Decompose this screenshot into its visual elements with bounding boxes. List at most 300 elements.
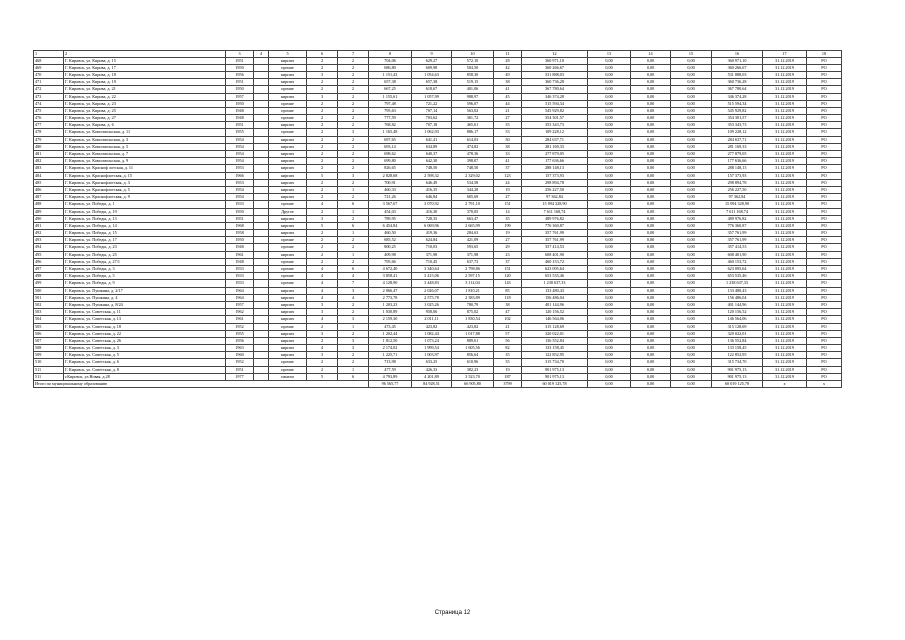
table-cell: 1 bbox=[34, 51, 64, 58]
table-row bbox=[34, 301, 842, 308]
table-cell: 156 486,04 bbox=[712, 294, 763, 301]
table-cell: 14 bbox=[631, 51, 671, 58]
table-cell: 473 bbox=[34, 93, 64, 100]
table-row bbox=[34, 172, 842, 179]
table-cell: РО bbox=[807, 57, 842, 64]
table-cell: 1 062,93 bbox=[412, 129, 452, 136]
table-cell: 0,00 bbox=[631, 86, 671, 93]
table-cell: 484 bbox=[34, 172, 64, 179]
table-cell: 1 bbox=[338, 186, 369, 193]
table-cell: 0,00 bbox=[631, 179, 671, 186]
table-cell: 511 bbox=[34, 373, 64, 380]
table-cell: 0,00 bbox=[588, 208, 631, 215]
table-cell: 19 bbox=[494, 186, 522, 193]
table-cell: 4 793,89 bbox=[369, 373, 412, 380]
table-cell: 1933 bbox=[226, 201, 254, 208]
table-cell: 23 bbox=[494, 251, 522, 258]
table-cell: Г. Кировск, ул. Краснофлотская, д. 5 bbox=[64, 186, 226, 193]
table-cell: 0,00 bbox=[631, 143, 671, 150]
table-cell: Г. Кировск, ул. Кирова, д. 22 bbox=[64, 93, 226, 100]
table-cell: 0,00 bbox=[631, 366, 671, 373]
table-cell: Г. Кировск, ул. Кирова, д. 18 bbox=[64, 71, 226, 78]
table-cell: 2 bbox=[338, 71, 369, 78]
table-cell: 37 bbox=[494, 165, 522, 172]
table-cell: 7 611 168,74 bbox=[522, 208, 588, 215]
table-cell: кирпич bbox=[269, 222, 307, 229]
table-cell: 2 bbox=[338, 57, 369, 64]
table-cell: 284 637,71 bbox=[712, 136, 763, 143]
table-cell: 1948 bbox=[226, 107, 254, 114]
table-cell: 901 975,13 bbox=[712, 373, 763, 380]
table-cell: 0,00 bbox=[631, 122, 671, 129]
table-cell: 1953 bbox=[226, 179, 254, 186]
table-cell: кирпич bbox=[269, 294, 307, 301]
table-cell: РО bbox=[807, 244, 842, 251]
table-cell: 360 736,28 bbox=[522, 79, 588, 86]
table-cell: 789,95 bbox=[369, 215, 412, 222]
table-cell: 685,52 bbox=[369, 237, 412, 244]
table-cell: кирпич bbox=[269, 309, 307, 316]
table-cell: 41 bbox=[494, 86, 522, 93]
table-row bbox=[34, 93, 842, 100]
table-cell: 14 bbox=[494, 208, 522, 215]
table-cell: 31.12.2019 bbox=[763, 316, 807, 323]
table-row bbox=[34, 201, 842, 208]
table-cell: Г. Кировск, ул. Советская, д. 18 bbox=[64, 323, 226, 330]
table-cell: 0,00 bbox=[671, 179, 712, 186]
table-cell: 2 bbox=[338, 194, 369, 201]
table-cell: 479 bbox=[34, 136, 64, 143]
table-cell: x bbox=[763, 381, 807, 388]
table-cell: 1 238 637,33 bbox=[522, 280, 588, 287]
table-cell: 156 486,04 bbox=[522, 294, 588, 301]
table-cell: 777,59 bbox=[369, 115, 412, 122]
table-row bbox=[34, 129, 842, 136]
table-cell: прочие bbox=[269, 273, 307, 280]
table-cell: 1954 bbox=[226, 186, 254, 193]
table-cell: прочие bbox=[269, 64, 307, 71]
table-cell: 642,30 bbox=[412, 158, 452, 165]
table-cell: 367 780,64 bbox=[522, 86, 588, 93]
table-cell: 0,00 bbox=[588, 115, 631, 122]
table-cell: 475 bbox=[34, 107, 64, 114]
table-cell: 1950 bbox=[226, 100, 254, 107]
table-cell: 31.12.2019 bbox=[763, 100, 807, 107]
table-cell: 4 bbox=[254, 51, 269, 58]
table-cell: 19 bbox=[494, 366, 522, 373]
table-cell: 710,03 bbox=[412, 244, 452, 251]
table-cell: 2 bbox=[338, 64, 369, 71]
table-cell: 0,00 bbox=[671, 165, 712, 172]
table-cell: 693,14 bbox=[369, 143, 412, 150]
table-cell: 0,00 bbox=[588, 381, 631, 388]
table-cell bbox=[254, 57, 269, 64]
table-cell: РО bbox=[807, 208, 842, 215]
table-cell: 31.12.2019 bbox=[763, 79, 807, 86]
table-row bbox=[34, 136, 842, 143]
table-cell: кирпич bbox=[269, 93, 307, 100]
table-cell: Г. Кировск, ул. Советская, д. 13 bbox=[64, 316, 226, 323]
table-cell: 298 894,78 bbox=[712, 179, 763, 186]
table-cell: прочие bbox=[269, 359, 307, 366]
table-cell: 0,00 bbox=[588, 64, 631, 71]
table-cell: 0,00 bbox=[631, 345, 671, 352]
table-cell: 0,00 bbox=[631, 323, 671, 330]
table-cell: 2 665,99 bbox=[452, 222, 494, 229]
table-cell: 281 169,33 bbox=[522, 143, 588, 150]
table-cell: 11 bbox=[494, 51, 522, 58]
table-cell: прочие bbox=[269, 237, 307, 244]
table-cell: РО bbox=[807, 151, 842, 158]
table-cell: 1 202,44 bbox=[369, 330, 412, 337]
table-cell: Г. Кировск, ул. Победы, д. 1 bbox=[64, 201, 226, 208]
table-cell: прочие bbox=[269, 244, 307, 251]
table-cell bbox=[254, 86, 269, 93]
table-cell: 3 858,41 bbox=[369, 273, 412, 280]
table-cell: 284,63 bbox=[452, 230, 494, 237]
table-cell: 1 151,43 bbox=[369, 71, 412, 78]
table-cell: 2 329,02 bbox=[452, 172, 494, 179]
table-cell: 3 bbox=[338, 172, 369, 179]
table-cell: 1966 bbox=[226, 172, 254, 179]
table-cell: 2 bbox=[338, 301, 369, 308]
table-cell: Г. Кировск, ул. Комсомольская, д. 7 bbox=[64, 151, 226, 158]
table-cell: 4 bbox=[307, 316, 338, 323]
table-cell: 0,00 bbox=[631, 201, 671, 208]
table-cell: 0,00 bbox=[631, 215, 671, 222]
table-cell: РО bbox=[807, 136, 842, 143]
table-cell: 10 bbox=[452, 51, 494, 58]
table-cell: 1952 bbox=[226, 359, 254, 366]
table-cell: 0,00 bbox=[588, 158, 631, 165]
table-cell: 721,26 bbox=[369, 194, 412, 201]
table-cell: 284 637,71 bbox=[522, 136, 588, 143]
table-cell bbox=[254, 100, 269, 107]
table-cell bbox=[254, 294, 269, 301]
table-cell: 1962 bbox=[226, 309, 254, 316]
table-cell: РО bbox=[807, 93, 842, 100]
table-cell: 5 bbox=[307, 222, 338, 229]
table-cell: РО bbox=[807, 330, 842, 337]
table-cell: 1948 bbox=[226, 115, 254, 122]
table-cell: 646,84 bbox=[412, 194, 452, 201]
table-cell: 653 535,46 bbox=[522, 273, 588, 280]
table-cell: 697,65 bbox=[369, 136, 412, 143]
table-cell: прочие bbox=[269, 115, 307, 122]
table-cell: 42 bbox=[494, 64, 522, 71]
table-cell: 2 bbox=[307, 57, 338, 64]
table-cell: 460 153,72 bbox=[712, 258, 763, 265]
table-row bbox=[34, 194, 842, 201]
table-cell: 0,00 bbox=[631, 194, 671, 201]
table-cell: 491 bbox=[34, 222, 64, 229]
table-cell: 38 bbox=[494, 79, 522, 86]
table-cell: 710,45 bbox=[412, 258, 452, 265]
table-cell bbox=[254, 107, 269, 114]
table-cell: 120 bbox=[494, 273, 522, 280]
table-cell: 988,97 bbox=[452, 93, 494, 100]
table-row bbox=[34, 237, 842, 244]
table-cell: 0,00 bbox=[631, 337, 671, 344]
table-cell: 136 552,84 bbox=[712, 337, 763, 344]
table-cell: 460 153,72 bbox=[522, 258, 588, 265]
table-cell: 483 bbox=[34, 165, 64, 172]
table-row bbox=[34, 57, 842, 64]
table-cell bbox=[254, 201, 269, 208]
table-cell: 31.12.2019 bbox=[763, 258, 807, 265]
table-cell: 2 597,15 bbox=[452, 273, 494, 280]
table-cell: 1954 bbox=[226, 158, 254, 165]
table-cell bbox=[254, 64, 269, 71]
table-cell: 0,00 bbox=[631, 57, 671, 64]
table-cell: 31.12.2019 bbox=[763, 230, 807, 237]
table-cell: Г. Кировск, ул. Пушкина, д. 2/17 bbox=[64, 287, 226, 294]
table-cell: 2 bbox=[307, 208, 338, 215]
table-cell: 1948 bbox=[226, 258, 254, 265]
table-cell: 31.12.2019 bbox=[763, 143, 807, 150]
table-cell: 31.12.2019 bbox=[763, 71, 807, 78]
table-cell: 507 bbox=[34, 337, 64, 344]
table-cell: 0,00 bbox=[631, 79, 671, 86]
table-cell: 0,00 bbox=[631, 64, 671, 71]
table-row bbox=[34, 359, 842, 366]
table-cell: 320 022,01 bbox=[712, 330, 763, 337]
table-cell: 2 bbox=[338, 93, 369, 100]
table-cell: 177 636,66 bbox=[712, 158, 763, 165]
table-cell: 0,00 bbox=[631, 186, 671, 193]
table-cell: 0,00 bbox=[588, 266, 631, 273]
table-row bbox=[34, 323, 842, 330]
table-cell: 1950 bbox=[226, 208, 254, 215]
table-cell: 31.12.2019 bbox=[763, 208, 807, 215]
table-cell: РО bbox=[807, 373, 842, 380]
table-cell: РО bbox=[807, 352, 842, 359]
table-cell: 501 bbox=[34, 294, 64, 301]
table-cell: РО bbox=[807, 258, 842, 265]
table-cell: 663,47 bbox=[452, 215, 494, 222]
table-cell: 1951 bbox=[226, 122, 254, 129]
table-cell: 84 928,51 bbox=[412, 381, 452, 388]
table-cell bbox=[254, 266, 269, 273]
table-cell: 0,00 bbox=[588, 251, 631, 258]
table-cell: 3 bbox=[307, 330, 338, 337]
table-cell: 2 bbox=[338, 136, 369, 143]
table-cell: 1 030,89 bbox=[369, 309, 412, 316]
table-cell bbox=[254, 287, 269, 294]
table-cell: 490 bbox=[34, 215, 64, 222]
table-cell: Г. Кировск, ул. Победы, д. 9 bbox=[64, 280, 226, 287]
table-cell: 0,00 bbox=[588, 93, 631, 100]
table-cell: 0,00 bbox=[588, 179, 631, 186]
table-cell: 143 bbox=[494, 280, 522, 287]
table-cell: 1 bbox=[338, 230, 369, 237]
table-cell: 416,30 bbox=[412, 208, 452, 215]
table-cell: 109 228,12 bbox=[712, 129, 763, 136]
table-cell: 0,00 bbox=[671, 129, 712, 136]
table-cell: 44 bbox=[494, 100, 522, 107]
table-cell: прочие bbox=[269, 201, 307, 208]
table-cell: 2 bbox=[338, 309, 369, 316]
table-cell: 2 bbox=[307, 115, 338, 122]
table-cell: 1951 bbox=[226, 215, 254, 222]
table-cell: 0,00 bbox=[671, 172, 712, 179]
table-row bbox=[34, 79, 842, 86]
table-row bbox=[34, 309, 842, 316]
table-cell: 0,00 bbox=[588, 301, 631, 308]
table-cell: 0,00 bbox=[588, 194, 631, 201]
table-cell: 460,33 bbox=[369, 186, 412, 193]
table-cell: 31.12.2019 bbox=[763, 222, 807, 229]
table-cell: 508 bbox=[34, 345, 64, 352]
table-cell: 4 201,89 bbox=[412, 373, 452, 380]
table-cell: 1964 bbox=[226, 287, 254, 294]
page-number: Страница 12 bbox=[434, 610, 471, 616]
table-cell: 1 605,56 bbox=[452, 345, 494, 352]
table-cell: 56 bbox=[494, 337, 522, 344]
table-cell: 31.12.2019 bbox=[763, 86, 807, 93]
table-cell: 1 810,21 bbox=[452, 287, 494, 294]
table-cell: 1957 bbox=[226, 301, 254, 308]
table-cell: РО bbox=[807, 337, 842, 344]
table-cell bbox=[254, 165, 269, 172]
table-cell: 486 bbox=[34, 186, 64, 193]
table-cell: РО bbox=[807, 230, 842, 237]
table-cell: 85 bbox=[494, 287, 522, 294]
table-cell: 97 362,84 bbox=[712, 194, 763, 201]
table-cell: Г. Кировск, ул. Советская, д. 6 bbox=[64, 359, 226, 366]
table-cell: РО bbox=[807, 122, 842, 129]
table-cell: 657,38 bbox=[369, 79, 412, 86]
table-cell: кирпич bbox=[269, 345, 307, 352]
table-cell: 496 bbox=[34, 258, 64, 265]
table-row bbox=[34, 258, 842, 265]
table-cell: 495 bbox=[34, 251, 64, 258]
table-cell bbox=[254, 301, 269, 308]
table-cell: 35 bbox=[494, 122, 522, 129]
table-cell: 409,98 bbox=[369, 251, 412, 258]
table-cell: 0,00 bbox=[631, 222, 671, 229]
table-cell: 488 bbox=[34, 201, 64, 208]
table-cell: 640,37 bbox=[412, 151, 452, 158]
table-cell: 0,00 bbox=[671, 301, 712, 308]
table-cell: 3 bbox=[307, 71, 338, 78]
table-cell: 1 999,54 bbox=[412, 345, 452, 352]
table-cell: 0,00 bbox=[588, 359, 631, 366]
table-cell: 0,00 bbox=[671, 79, 712, 86]
table-cell: 401 144,96 bbox=[712, 301, 763, 308]
table-cell: 2 bbox=[338, 165, 369, 172]
table-cell: 1 830,54 bbox=[452, 316, 494, 323]
table-cell: 187 bbox=[494, 373, 522, 380]
table-cell: 0,00 bbox=[671, 359, 712, 366]
table-cell: 633,25 bbox=[412, 359, 452, 366]
table-cell: 0,00 bbox=[631, 301, 671, 308]
table-cell bbox=[254, 337, 269, 344]
table-cell: Г. Кировск, ул. Советская, д. 3 bbox=[64, 345, 226, 352]
table-cell: 596,07 bbox=[452, 100, 494, 107]
table-cell: 0,00 bbox=[631, 309, 671, 316]
table-cell: 477 bbox=[34, 122, 64, 129]
table-cell: 504 bbox=[34, 316, 64, 323]
table-cell: 0,00 bbox=[588, 273, 631, 280]
table-cell: 2 bbox=[307, 79, 338, 86]
table-cell: 31.12.2019 bbox=[763, 309, 807, 316]
table-cell: 31.12.2019 bbox=[763, 129, 807, 136]
table-cell: 0,00 bbox=[588, 294, 631, 301]
table-cell: 748,50 bbox=[412, 165, 452, 172]
table-cell: 0,00 bbox=[588, 122, 631, 129]
table-cell: 33 bbox=[494, 151, 522, 158]
table-cell: 66 905,80 bbox=[452, 381, 494, 388]
table-cell: 2 773,78 bbox=[369, 294, 412, 301]
table-cell: 0,00 bbox=[631, 266, 671, 273]
table-cell: 0,00 bbox=[588, 237, 631, 244]
table-cell: 31.12.2019 bbox=[763, 57, 807, 64]
table-cell: 13 bbox=[588, 51, 631, 58]
table-cell: 0,00 bbox=[631, 287, 671, 294]
table-cell: 1954 bbox=[226, 136, 254, 143]
table-cell: 3 112,04 bbox=[452, 280, 494, 287]
table-cell: 133 158,45 bbox=[522, 345, 588, 352]
table-cell: 60 019 125,78 bbox=[522, 381, 588, 388]
table-cell: 298 894,78 bbox=[522, 179, 588, 186]
table-cell: РО bbox=[807, 359, 842, 366]
table-cell: 0,00 bbox=[631, 273, 671, 280]
table-cell: кирпич bbox=[269, 158, 307, 165]
table-cell: 41 bbox=[494, 158, 522, 165]
table-cell: 465,61 bbox=[452, 122, 494, 129]
table-cell: 360 266,67 bbox=[712, 64, 763, 71]
table-cell: 360 971,10 bbox=[712, 57, 763, 64]
table-cell: 357 761,99 bbox=[712, 230, 763, 237]
table-cell: кирпич bbox=[269, 179, 307, 186]
table-cell: кирпич bbox=[269, 143, 307, 150]
table-row bbox=[34, 71, 842, 78]
table-cell bbox=[254, 359, 269, 366]
table-cell: 0,00 bbox=[588, 107, 631, 114]
table-cell: 0,00 bbox=[671, 93, 712, 100]
table-cell: Г. Кировск, ул. Советская, д. 8 bbox=[64, 366, 226, 373]
table-cell: 31.12.2019 bbox=[763, 93, 807, 100]
table-cell: РО bbox=[807, 71, 842, 78]
table-cell: 2 bbox=[307, 323, 338, 330]
table-cell bbox=[254, 129, 269, 136]
table-cell: 177 636,66 bbox=[522, 158, 588, 165]
table-cell bbox=[254, 316, 269, 323]
table-cell: 31.12.2019 bbox=[763, 215, 807, 222]
table-cell: 641,41 bbox=[412, 136, 452, 143]
table-cell: Г. Кировск, ул. Победы, д. 19 bbox=[64, 208, 226, 215]
table-cell: РО bbox=[807, 301, 842, 308]
table-cell: 886,17 bbox=[452, 129, 494, 136]
table-cell: 901 975,13 bbox=[522, 373, 588, 380]
table-cell: 0,00 bbox=[588, 151, 631, 158]
table-row bbox=[34, 230, 842, 237]
table-cell: 0,00 bbox=[671, 258, 712, 265]
table-cell: 371,98 bbox=[412, 251, 452, 258]
table-cell: 0,00 bbox=[631, 381, 671, 388]
table-cell: 1 bbox=[338, 366, 369, 373]
table-cell: 354 301,57 bbox=[522, 115, 588, 122]
table-cell: 0,00 bbox=[671, 194, 712, 201]
table-cell: кирпич bbox=[269, 79, 307, 86]
table-cell: 0,00 bbox=[631, 230, 671, 237]
table-cell: Г. Кировск, ул. Кирова, д. 21 bbox=[64, 86, 226, 93]
table-cell: 1 054,63 bbox=[412, 71, 452, 78]
table-cell: 3 567,67 bbox=[369, 201, 412, 208]
table-cell: 4 128,90 bbox=[369, 280, 412, 287]
table-cell: 27 bbox=[494, 237, 522, 244]
